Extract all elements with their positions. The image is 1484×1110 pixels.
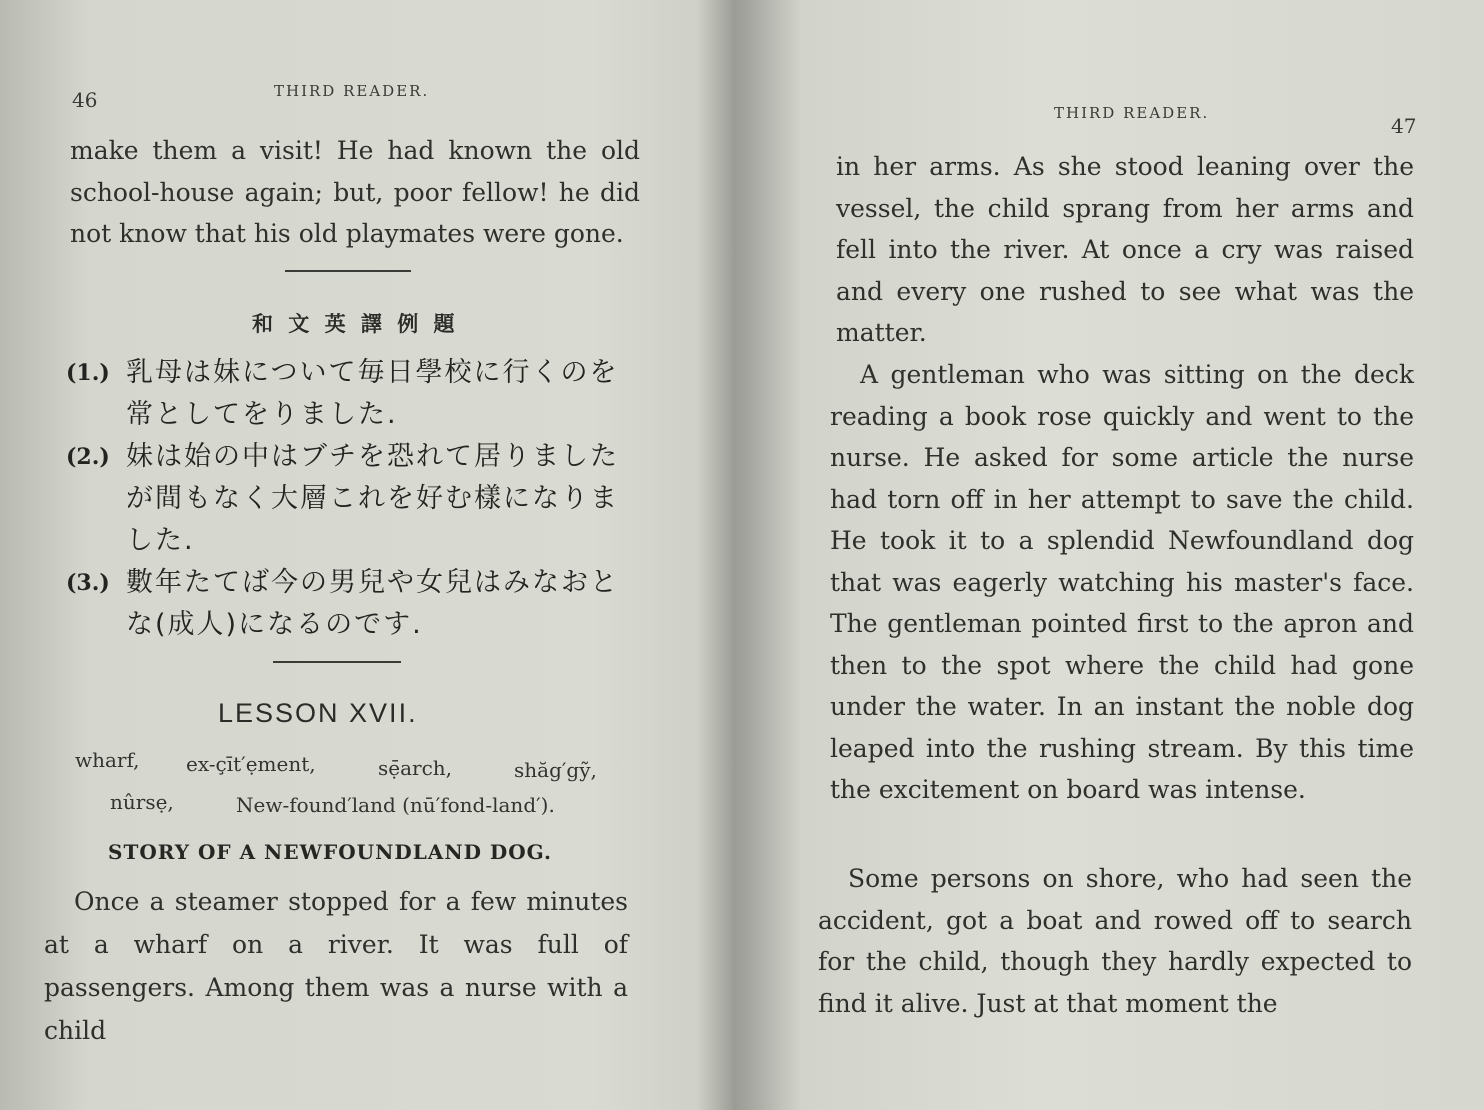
page-number-right: 47	[1391, 114, 1417, 138]
section-rule-top	[285, 270, 411, 272]
vocab-word: nûrsẹ,	[110, 790, 174, 814]
exercise-number: (1.)	[66, 360, 110, 386]
running-head-left: THIRD READER.	[274, 82, 430, 100]
exercise-number: (3.)	[66, 570, 110, 596]
carryover-paragraph: make them a visit! He had known the old school-house again; but, poor fellow! he did not know that his old playmates were gone.	[70, 136, 640, 248]
story-paragraph-1: in her arms. As she stood leaning over the vessel, the child sprang from her arms and fell into the river. At once a cry was raised and every one rushed to see what was the matter.	[836, 152, 1414, 347]
story-opening-paragraph: Once a steamer stopped for a few minutes at a wharf on a river. It was full of passengers. Among them was a nurse with a child	[44, 887, 628, 1045]
exercise-item-2	[66, 436, 646, 562]
vocab-word: ex-çīt′ẹment,	[186, 752, 316, 776]
vocab-word: sẹ̄arch,	[378, 756, 453, 780]
exercise-text: 妹は始の中はブチを恐れて居りましたが間もなく大層これを好む樣になりました.	[126, 441, 619, 556]
vocab-word: wharf,	[75, 748, 140, 772]
story-paragraph-3: Some persons on shore, who had seen the accident, got a boat and rowed off to search for the child, though they hardly expected to find it alive. Just at that moment the	[818, 864, 1412, 1018]
exercise-item-1	[66, 352, 646, 436]
exercise-text: 乳母は妹について毎日學校に行くのを常としてをりました.	[126, 357, 619, 430]
exercise-item-3	[66, 562, 646, 646]
left-page	[0, 0, 730, 1110]
vocab-word: shăg′gỹ,	[514, 758, 597, 782]
exercise-text: 數年たてば今の男兒や女兒はみなおとな(成人)になるのです.	[126, 567, 619, 640]
story-paragraph-2: A gentleman who was sitting on the deck reading a book rose quickly and went to the nurse. He asked for some article the nurse had torn off in her attempt to save the child. He took it to a splendid Newfoundland dog that was eagerly watching his master's face. The gentleman pointed first to the apron and then to the spot where the child had gone under the water. In an instant the noble dog leaped into the rushing stream. By this time the excitement on board was intense.	[830, 360, 1414, 804]
story-title: STORY OF A NEWFOUNDLAND DOG.	[108, 840, 552, 864]
right-page	[738, 0, 1484, 1110]
exercise-heading: 和 文 英 譯 例 題	[252, 312, 459, 336]
running-head-right: THIRD READER.	[1054, 104, 1210, 122]
page-number-left: 46	[72, 88, 98, 112]
section-rule-bottom	[273, 661, 401, 663]
lesson-title: LESSON XVII.	[218, 698, 418, 728]
exercise-number: (2.)	[66, 444, 110, 470]
vocab-word: New-found′land (nū′fond-land′).	[236, 793, 555, 817]
